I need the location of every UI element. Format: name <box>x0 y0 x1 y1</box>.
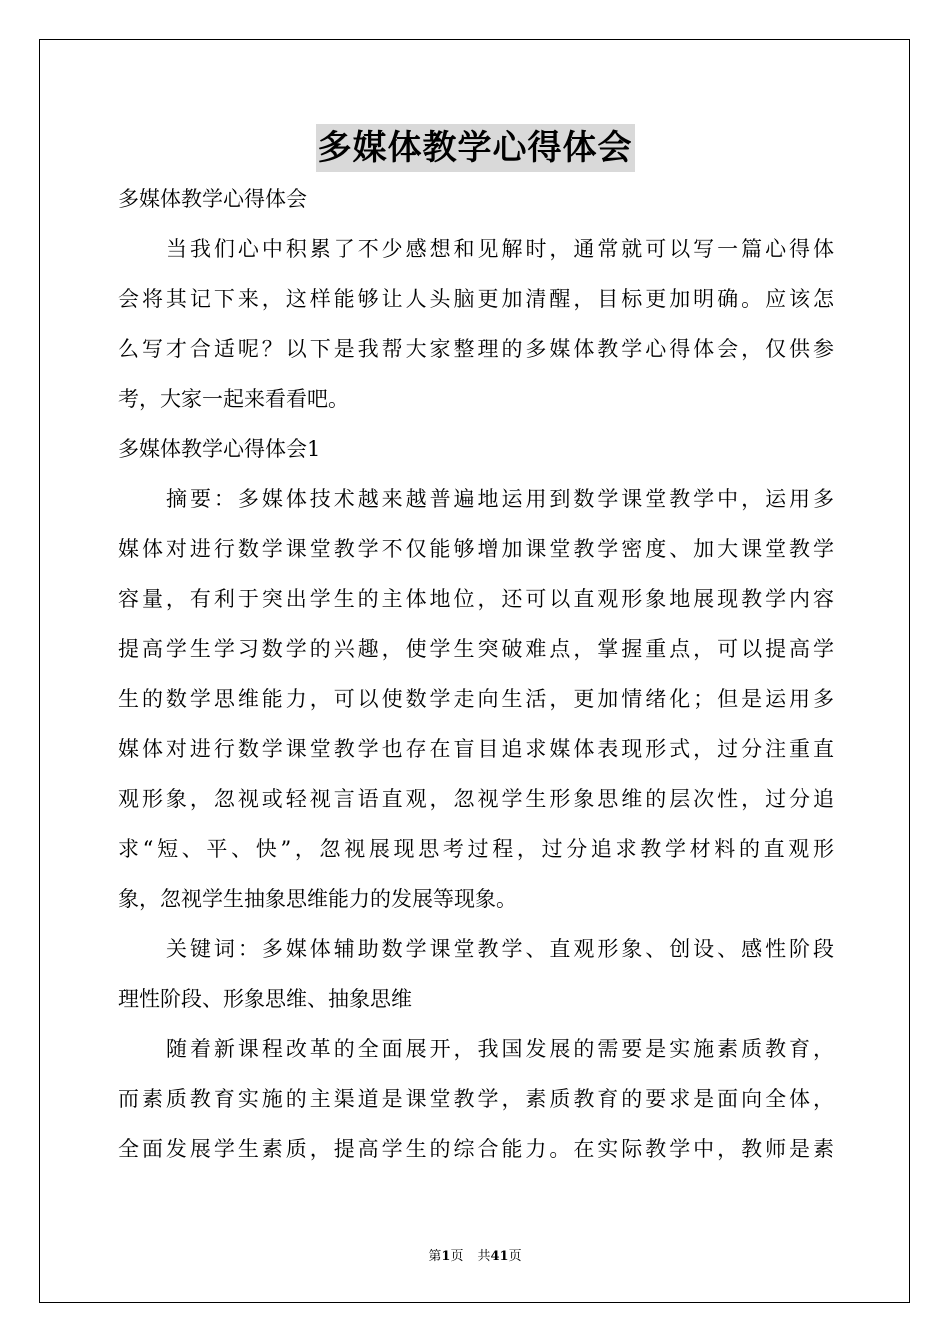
page-number: 1 <box>441 1249 451 1264</box>
paragraph-line: 媒体对进行数学课堂教学也存在盲目追求媒体表现形式，过分注重直 <box>118 737 834 761</box>
section-heading: 多媒体教学心得体会1 <box>118 437 321 461</box>
paragraph-line: 考，大家一起来看看吧。 <box>118 387 349 411</box>
keywords-line: 理性阶段、形象思维、抽象思维 <box>118 987 412 1011</box>
page-footer <box>0 1248 950 1266</box>
total-prefix: 共 <box>477 1249 491 1264</box>
total-pages: 41 <box>490 1249 509 1264</box>
paragraph-line: 生的数学思维能力，可以使数学走向生活，更加情绪化；但是运用多 <box>118 687 834 711</box>
paragraph-line: 当我们心中积累了不少感想和见解时，通常就可以写一篇心得体 <box>166 237 834 261</box>
paragraph-line: 随着新课程改革的全面展开，我国发展的需要是实施素质教育， <box>166 1037 834 1061</box>
title-container <box>0 124 950 172</box>
keywords-line: 关键词：多媒体辅助数学课堂教学、直观形象、创设、感性阶段 <box>166 937 834 961</box>
paragraph-line: 观形象，忽视或轻视言语直观，忽视学生形象思维的层次性，过分追 <box>118 787 834 811</box>
section-heading: 多媒体教学心得体会 <box>118 187 307 211</box>
paragraph-line: 象，忽视学生抽象思维能力的发展等现象。 <box>118 887 517 911</box>
document-body <box>118 174 834 1174</box>
paragraph-line: 么写才合适呢？以下是我帮大家整理的多媒体教学心得体会，仅供参 <box>118 337 834 361</box>
paragraph-line: 摘要：多媒体技术越来越普遍地运用到数学课堂教学中，运用多 <box>166 487 834 511</box>
paragraph-line: 容量，有利于突出学生的主体地位，还可以直观形象地展现教学内容 <box>118 587 834 611</box>
paragraph-line: 全面发展学生素质，提高学生的综合能力。在实际教学中，教师是素 <box>118 1137 834 1161</box>
page-prefix: 第 <box>428 1249 442 1264</box>
paragraph-line: 提高学生学习数学的兴趣，使学生突破难点，掌握重点，可以提高学 <box>118 637 834 661</box>
paragraph-line: 媒体对进行数学课堂教学不仅能够增加课堂教学密度、加大课堂教学 <box>118 537 834 561</box>
page-suffix: 页 <box>450 1249 464 1264</box>
paragraph-line: 求“短、平、快”，忽视展现思考过程，过分追求教学材料的直观形 <box>118 837 834 861</box>
paragraph-line: 会将其记下来，这样能够让人头脑更加清醒，目标更加明确。应该怎 <box>118 287 834 311</box>
total-suffix: 页 <box>508 1249 522 1264</box>
paragraph-line: 而素质教育实施的主渠道是课堂教学，素质教育的要求是面向全体， <box>118 1087 834 1111</box>
document-title: 多媒体教学心得体会 <box>316 124 635 172</box>
